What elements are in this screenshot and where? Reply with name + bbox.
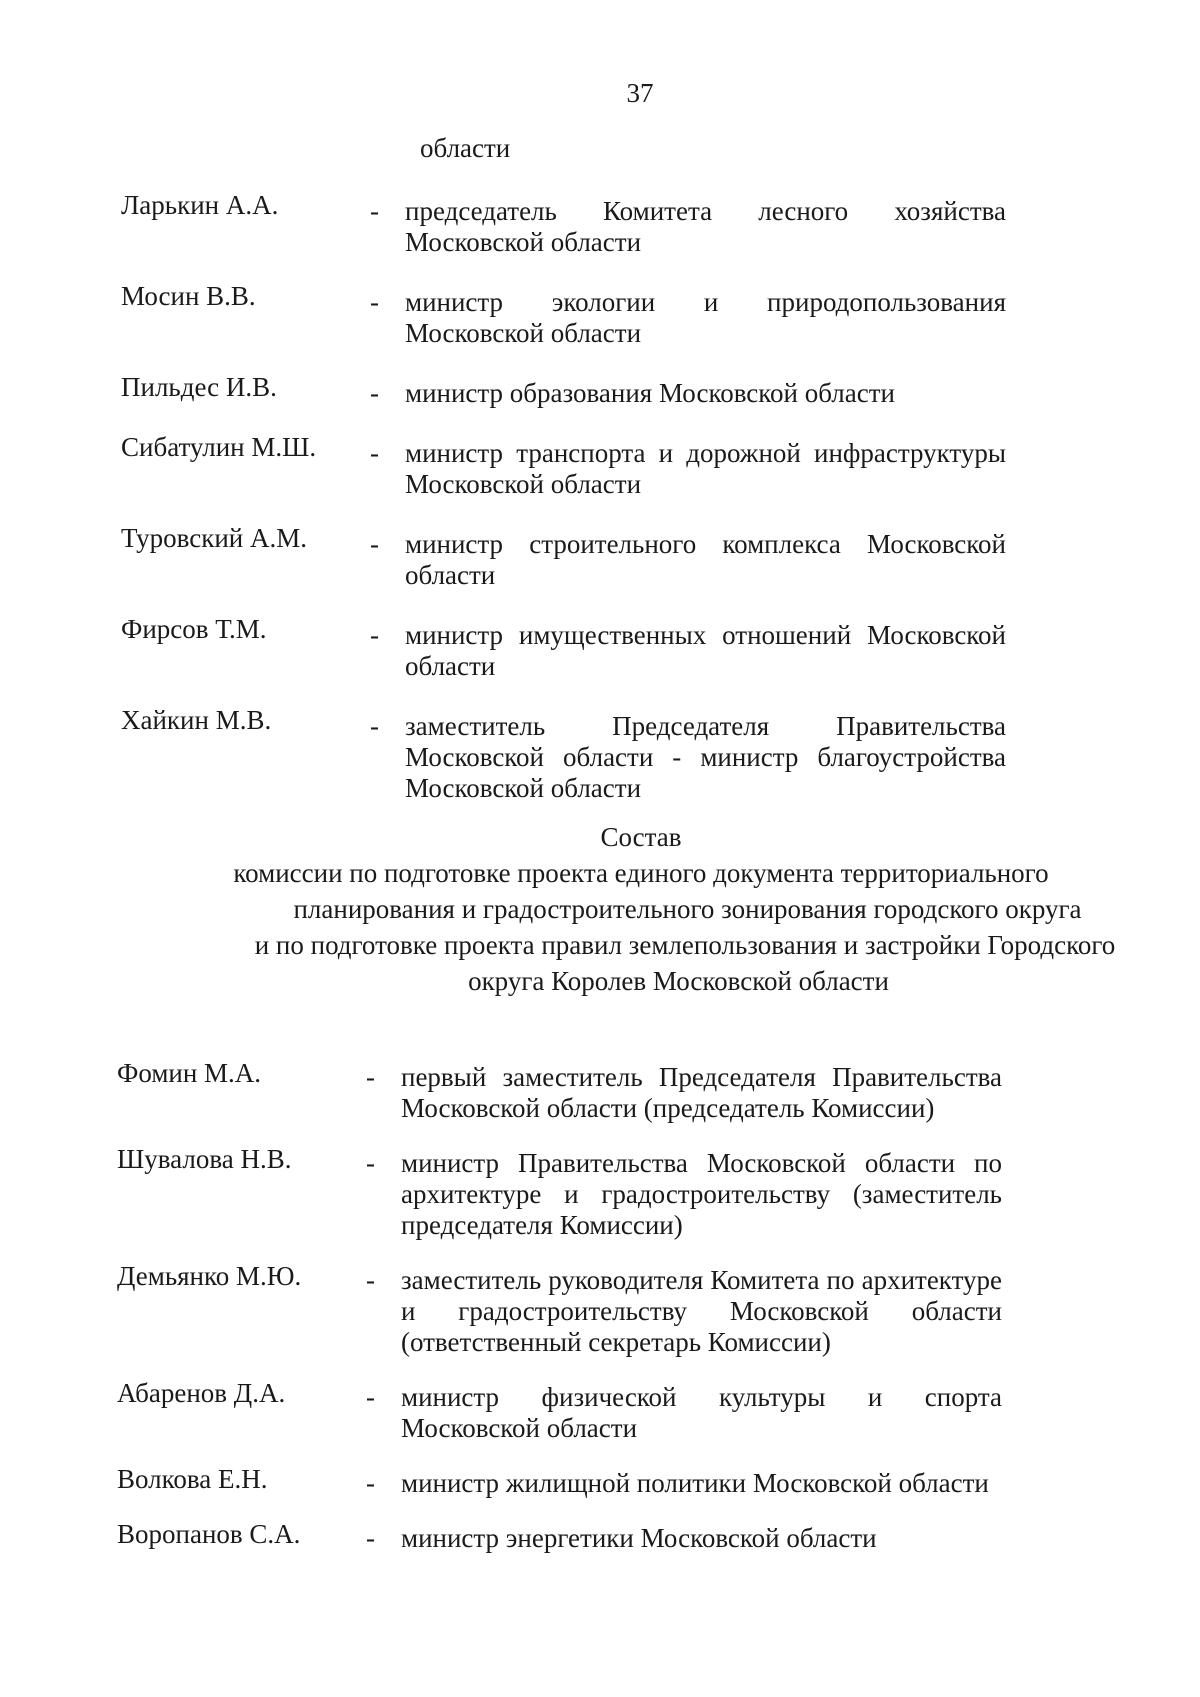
member-row xyxy=(0,614,1200,682)
member-dash: - xyxy=(370,287,379,317)
member-role: министр образования Московской области xyxy=(405,378,895,408)
member-role: министр экологии и природопользования Московской области xyxy=(405,287,1006,348)
member-name: Ларькин А.А. xyxy=(121,190,279,220)
page-number: 37 xyxy=(626,78,654,108)
member-role: министр строительного комплекса Московской области xyxy=(405,529,1006,590)
member-role: министр имущественных отношений Московской области xyxy=(405,620,1006,681)
member-row xyxy=(0,523,1200,591)
member-dash: - xyxy=(366,1468,375,1498)
member-row xyxy=(0,1519,1200,1554)
heading-line: комиссии по подготовке проекта единого документа территориального xyxy=(233,858,1049,888)
member-name: Шувалова Н.В. xyxy=(117,1144,292,1174)
member-row xyxy=(0,432,1200,500)
member-name: Демьянко М.Ю. xyxy=(117,1261,302,1291)
member-name: Пильдес И.В. xyxy=(121,372,277,402)
member-name: Фомин М.А. xyxy=(117,1058,262,1088)
member-row xyxy=(0,705,1200,804)
member-row xyxy=(0,281,1200,349)
member-dash: - xyxy=(370,620,379,650)
member-dash: - xyxy=(366,1148,375,1178)
member-dash: - xyxy=(370,378,379,408)
member-row xyxy=(0,1261,1200,1358)
heading-line: и по подготовке проекта правил землепользования и застройки Городского xyxy=(254,930,1116,960)
member-role: министр Правительства Московской области по архитектуре и градостроительству (заместитель председателя Комиссии) xyxy=(401,1148,1002,1240)
member-role: председатель Комитета лесного хозяйства Московской области xyxy=(405,196,1006,257)
member-name: Хайкин М.В. xyxy=(121,705,272,735)
member-dash: - xyxy=(370,529,379,559)
member-role: министр физической культуры и спорта Московской области xyxy=(401,1382,1002,1443)
member-name: Волкова Е.Н. xyxy=(117,1464,268,1494)
member-dash: - xyxy=(366,1523,375,1553)
member-row xyxy=(0,190,1200,258)
member-name: Мосин В.В. xyxy=(121,281,256,311)
member-row xyxy=(0,1144,1200,1241)
member-dash: - xyxy=(370,196,379,226)
members-list-commission xyxy=(0,1058,1200,1574)
member-dash: - xyxy=(370,711,379,741)
member-role: заместитель руководителя Комитета по архитектуре и градостроительству Московской области (ответственный секретарь Комиссии) xyxy=(401,1265,1002,1357)
heading-title: Состав xyxy=(600,822,682,852)
member-role: заместитель Председателя Правительства Московской области - министр благоустройства Московской области xyxy=(405,711,1006,803)
member-dash: - xyxy=(366,1062,375,1092)
member-row xyxy=(0,1058,1200,1124)
members-list-top xyxy=(0,190,1200,827)
member-role: первый заместитель Председателя Правительства Московской области (председатель Комиссии) xyxy=(401,1062,1002,1123)
member-name: Сибатулин М.Ш. xyxy=(121,432,317,462)
member-row xyxy=(0,372,1200,409)
commission-heading xyxy=(0,819,1200,999)
member-role: министр жилищной политики Московской области xyxy=(401,1468,989,1498)
member-role: министр транспорта и дорожной инфраструктуры Московской области xyxy=(405,438,1006,499)
member-role: министр энергетики Московской области xyxy=(401,1523,877,1553)
member-dash: - xyxy=(370,438,379,468)
member-dash: - xyxy=(366,1382,375,1412)
member-name: Фирсов Т.М. xyxy=(121,614,267,644)
member-name: Абаренов Д.А. xyxy=(117,1378,286,1408)
heading-line: округа Королев Московской области xyxy=(468,966,889,996)
member-row xyxy=(0,1378,1200,1444)
heading-line: планирования и градостроительного зонирования городского округа xyxy=(293,894,1082,924)
member-dash: - xyxy=(366,1265,375,1295)
member-name: Туровский А.М. xyxy=(121,523,307,553)
member-row xyxy=(0,1464,1200,1499)
continuation-text: области xyxy=(420,133,511,163)
member-name: Воропанов С.А. xyxy=(117,1519,301,1549)
